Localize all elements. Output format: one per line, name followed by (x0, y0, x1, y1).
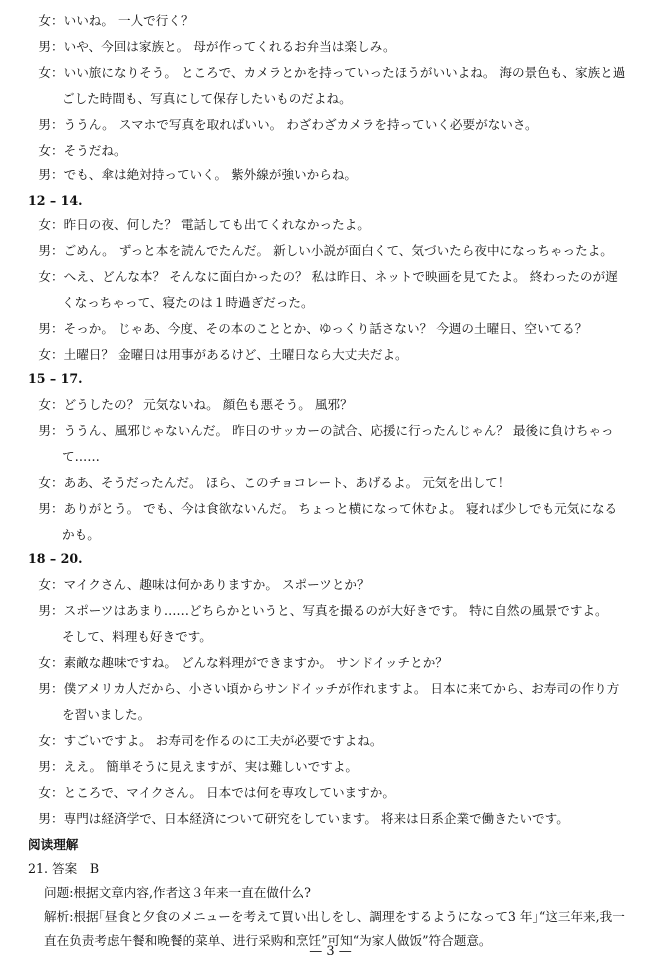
dialogue-line (37, 602, 608, 620)
speaker-label: 男 (38, 501, 51, 516)
section-heading: 阅读理解 (28, 837, 79, 852)
dialogue-line (37, 38, 396, 56)
dialogue-line (37, 422, 614, 440)
speaker-label: 男 (38, 167, 51, 182)
question-text: 问题:根据文章内容,作者这３年来一直在做什么? (44, 885, 311, 900)
line-text: ：いい旅になりそう。 ところで、カメラとかを持っていったほうがいいよね。 海の景色も、家族と過 (51, 65, 626, 80)
continuation-line: かも。 (62, 527, 100, 542)
dialogue-line (37, 576, 370, 594)
speaker-label: 男 (38, 321, 51, 336)
dialogue-line (37, 166, 357, 184)
answer-line: 21. 答案 B (28, 861, 100, 876)
dialogue-line (37, 758, 358, 776)
line-text: ：ううん、風邪じゃないんだ。 昨日のサッカーの試合、応援に行ったんじゃん？ 最後に負けちゃっ (51, 423, 614, 438)
line-text: ：ごめん。 ずっと本を読んでたんだ。 新しい小説が面白くて、気づいたら夜中になっちゃったよ。 (51, 243, 613, 258)
line-text: ：昨日の夜、何した？ 電話しても出てくれなかったよ。 (51, 217, 370, 232)
dialogue-line (37, 654, 448, 672)
continuation-line: そして、料理も好きです。 (62, 629, 212, 644)
speaker-label: 女 (38, 475, 51, 490)
line-text: ：専門は経済学で、日本経済について研究をしています。 将来は日系企業で働きたいです。 (51, 811, 569, 826)
line-text: ：ところで、マイクさん。 日本では何を専攻していますか。 (51, 785, 395, 800)
speaker-label: 女 (38, 13, 51, 28)
line-text: ：ええ。 簡単そうに見えますが、実は難しいですよ。 (51, 759, 359, 774)
continuation-line: を習いました。 (62, 707, 151, 722)
dialogue-line (37, 242, 613, 260)
speaker-label: 男 (38, 117, 51, 132)
continuation-line: くなっちゃって、寝たのは１時過ぎだった。 (62, 295, 314, 310)
line-text: ：ううん。 スマホで写真を取ればいい。 わざわざカメラを持っていく必要がないさ。 (51, 117, 538, 132)
dialogue-line (37, 268, 618, 286)
dialogue-line (37, 116, 538, 134)
dialogue-line (37, 732, 382, 750)
line-text: ：そっか。 じゃあ、今度、その本のこととか、ゆっくり話さない？ 今週の土曜日、空いてる？ (51, 321, 588, 336)
line-text: ：スポーツはあまり……どちらかというと、写真を撮るのが大好きです。 特に自然の風景ですよ。 (51, 603, 608, 618)
question-number: 18 – 20. (28, 551, 83, 566)
speaker-label: 女 (38, 217, 51, 232)
question-number: 15 – 17. (28, 371, 83, 386)
page-number: — 3 — (309, 944, 352, 959)
analysis-text: 解析:根据｢昼食と夕食のメニューを考えて買い出しをし、調理をするようになって3 年｣“这三年来,我一 (44, 909, 625, 924)
dialogue-line (37, 64, 625, 82)
speaker-label: 男 (38, 39, 51, 54)
dialogue-line (37, 396, 353, 414)
speaker-label: 女 (38, 785, 51, 800)
dialogue-line (37, 810, 569, 828)
continuation-line: ごした時間も、写真にして保存したいものだよね。 (62, 91, 352, 106)
dialogue-line (37, 500, 617, 518)
speaker-label: 女 (38, 397, 51, 412)
line-text: ：素敵な趣味ですね。 どんな料理ができますか。 サンドイッチとか？ (51, 655, 448, 670)
dialogue-line (37, 12, 194, 30)
dialogue-line (37, 216, 370, 234)
continuation-line: て…… (62, 449, 100, 464)
dialogue-line (37, 346, 408, 364)
line-text: ：土曜日？ 金曜日は用事があるけど、土曜日なら大丈夫だよ。 (51, 347, 408, 362)
line-text: ：へえ、どんな本？ そんなに面白かったの？ 私は昨日、ネットで映画を見てたよ。 終わったのが遅 (51, 269, 618, 284)
speaker-label: 女 (38, 733, 51, 748)
dialogue-line (37, 320, 587, 338)
dialogue-line (37, 680, 619, 698)
dialogue-line (37, 142, 127, 160)
line-text: ：マイクさん、趣味は何かありますか。 スポーツとか？ (51, 577, 370, 592)
line-text: ：でも、傘は絶対持っていく。 紫外線が強いからね。 (51, 167, 358, 182)
speaker-label: 女 (38, 143, 51, 158)
speaker-label: 女 (38, 347, 51, 362)
speaker-label: 男 (38, 759, 51, 774)
continuation-line: 直在负责考虑午餐和晚餐的菜单、进行采购和烹饪”可知“为家人做饭”符合题意。 (44, 933, 492, 948)
speaker-label: 男 (38, 681, 51, 696)
line-text: ：すごいですよ。 お寿司を作るのに工夫が必要ですよね。 (51, 733, 383, 748)
speaker-label: 女 (38, 655, 51, 670)
line-text: ：ありがとう。 でも、今は食欲ないんだ。 ちょっと横になって休むよ。 寝れば少しでも元気になる (51, 501, 618, 516)
speaker-label: 男 (38, 243, 51, 258)
speaker-label: 男 (38, 603, 51, 618)
speaker-label: 男 (38, 423, 51, 438)
speaker-label: 男 (38, 811, 51, 826)
line-text: ：いいね。 一人で行く？ (51, 13, 194, 28)
dialogue-line (37, 474, 510, 492)
line-text: ：僕アメリカ人だから、小さい頃からサンドイッチが作れますよ。 日本に来てから、お寿司の作り方 (51, 681, 620, 696)
line-text: ：そうだね。 (51, 143, 127, 158)
line-text: ：どうしたの？ 元気ないね。 顔色も悪そう。 風邪？ (51, 397, 353, 412)
question-number: 12 – 14. (28, 193, 83, 208)
speaker-label: 女 (38, 269, 51, 284)
line-text: ：いや、今回は家族と。 母が作ってくれるお弁当は楽しみ。 (51, 39, 396, 54)
line-text: ：ああ、そうだったんだ。 ほら、このチョコレート、あげるよ。 元気を出して！ (51, 475, 511, 490)
speaker-label: 女 (38, 65, 51, 80)
speaker-label: 女 (38, 577, 51, 592)
dialogue-line (37, 784, 395, 802)
